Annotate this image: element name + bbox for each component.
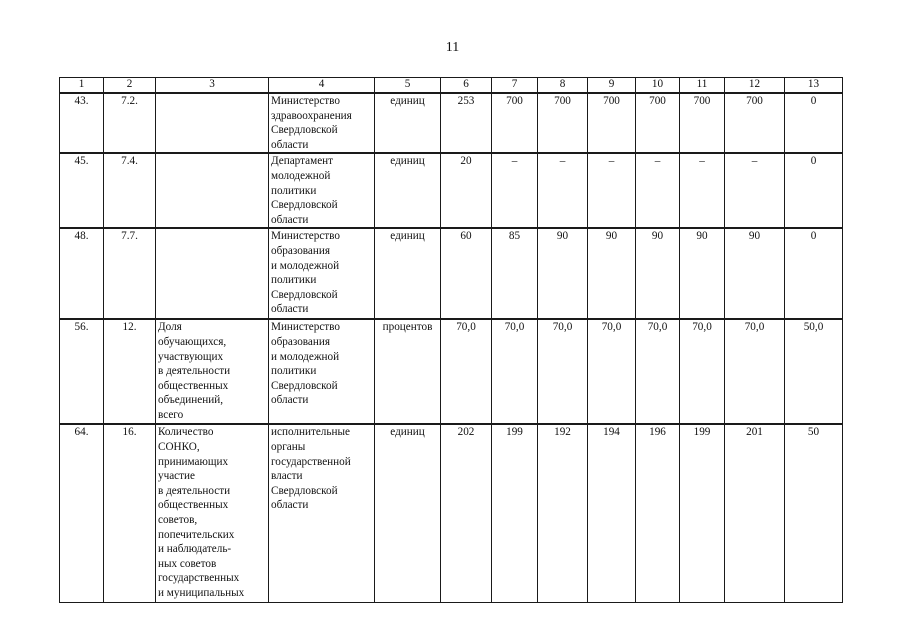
table-cell-col-4: исполнительные органы государственной власти Свердловской области: [269, 424, 375, 602]
table-row: [60, 424, 843, 602]
table-cell-col-11: 199: [680, 424, 725, 602]
table-cell-col-13: 0: [785, 93, 843, 153]
table-cell-col-3: Доля обучающихся, участвующих в деятельности общественных объединений, всего: [156, 319, 269, 424]
table-cell-col-6: 20: [441, 153, 492, 228]
table-cell-col-3: [156, 93, 269, 153]
table-cell-col-1: 64.: [60, 424, 104, 602]
table-cell-col-3: [156, 228, 269, 319]
table-cell-col-2: 7.7.: [104, 228, 156, 319]
table-cell-col-9: 194: [588, 424, 636, 602]
table-cell-col-6: 60: [441, 228, 492, 319]
table-cell-col-13: 0: [785, 153, 843, 228]
table-cell-col-6: 202: [441, 424, 492, 602]
table-cell-col-7: –: [492, 153, 538, 228]
table-cell-col-8: 90: [538, 228, 588, 319]
table-cell-col-6: 253: [441, 93, 492, 153]
table-cell-col-3: [156, 153, 269, 228]
table-cell-col-2: 7.2.: [104, 93, 156, 153]
table-cell-col-11: 70,0: [680, 319, 725, 424]
table-cell-col-12: 70,0: [725, 319, 785, 424]
table-cell-col-10: 90: [636, 228, 680, 319]
table-cell-col-5: единиц: [375, 424, 441, 602]
table-cell-col-7: 85: [492, 228, 538, 319]
table-cell-col-2: 16.: [104, 424, 156, 602]
table-cell-col-12: 700: [725, 93, 785, 153]
table-cell-col-2: 7.4.: [104, 153, 156, 228]
table-cell-col-9: –: [588, 153, 636, 228]
column-header-13: 13: [785, 78, 843, 94]
column-header-12: 12: [725, 78, 785, 94]
column-header-10: 10: [636, 78, 680, 94]
table-cell-col-4: Министерство здравоохранения Свердловской области: [269, 93, 375, 153]
page-number: 11: [445, 40, 460, 55]
table-cell-col-5: единиц: [375, 153, 441, 228]
table-cell-col-1: 48.: [60, 228, 104, 319]
table-row: [60, 153, 843, 228]
table-cell-col-8: –: [538, 153, 588, 228]
table-cell-col-3: Количество СОНКО, принимающих участие в деятельности общественных советов, попечительских и наблюдатель- ных советов государственных и муниципальных: [156, 424, 269, 602]
table-cell-col-1: 45.: [60, 153, 104, 228]
table-cell-col-5: единиц: [375, 93, 441, 153]
column-header-5: 5: [375, 78, 441, 94]
table-cell-col-10: –: [636, 153, 680, 228]
table-cell-col-11: 90: [680, 228, 725, 319]
column-header-2: 2: [104, 78, 156, 94]
table-cell-col-8: 700: [538, 93, 588, 153]
table-row: [60, 228, 843, 319]
table-cell-col-8: 70,0: [538, 319, 588, 424]
table-cell-col-13: 0: [785, 228, 843, 319]
table-cell-col-9: 700: [588, 93, 636, 153]
table-cell-col-11: 700: [680, 93, 725, 153]
table-cell-col-13: 50,0: [785, 319, 843, 424]
data-table: [59, 77, 843, 603]
column-header-7: 7: [492, 78, 538, 94]
table-cell-col-1: 43.: [60, 93, 104, 153]
table-cell-col-13: 50: [785, 424, 843, 602]
table-cell-col-12: –: [725, 153, 785, 228]
table-cell-col-7: 199: [492, 424, 538, 602]
table-cell-col-2: 12.: [104, 319, 156, 424]
column-header-1: 1: [60, 78, 104, 94]
column-header-11: 11: [680, 78, 725, 94]
table-cell-col-10: 196: [636, 424, 680, 602]
table-cell-col-10: 70,0: [636, 319, 680, 424]
table-cell-col-1: 56.: [60, 319, 104, 424]
column-header-9: 9: [588, 78, 636, 94]
table-cell-col-11: –: [680, 153, 725, 228]
column-header-4: 4: [269, 78, 375, 94]
table-cell-col-4: Департамент молодежной политики Свердловской области: [269, 153, 375, 228]
table-cell-col-9: 70,0: [588, 319, 636, 424]
table-cell-col-7: 700: [492, 93, 538, 153]
table-cell-col-12: 201: [725, 424, 785, 602]
table-cell-col-10: 700: [636, 93, 680, 153]
table-cell-col-12: 90: [725, 228, 785, 319]
column-header-3: 3: [156, 78, 269, 94]
table-cell-col-7: 70,0: [492, 319, 538, 424]
column-header-6: 6: [441, 78, 492, 94]
header-row: [60, 78, 843, 94]
table-cell-col-4: Министерство образования и молодежной политики Свердловской области: [269, 228, 375, 319]
table-cell-col-4: Министерство образования и молодежной политики Свердловской области: [269, 319, 375, 424]
table-row: [60, 93, 843, 153]
table-cell-col-6: 70,0: [441, 319, 492, 424]
table-row: [60, 319, 843, 424]
table-cell-col-5: единиц: [375, 228, 441, 319]
column-header-8: 8: [538, 78, 588, 94]
table-cell-col-8: 192: [538, 424, 588, 602]
table-cell-col-9: 90: [588, 228, 636, 319]
table-cell-col-5: процентов: [375, 319, 441, 424]
